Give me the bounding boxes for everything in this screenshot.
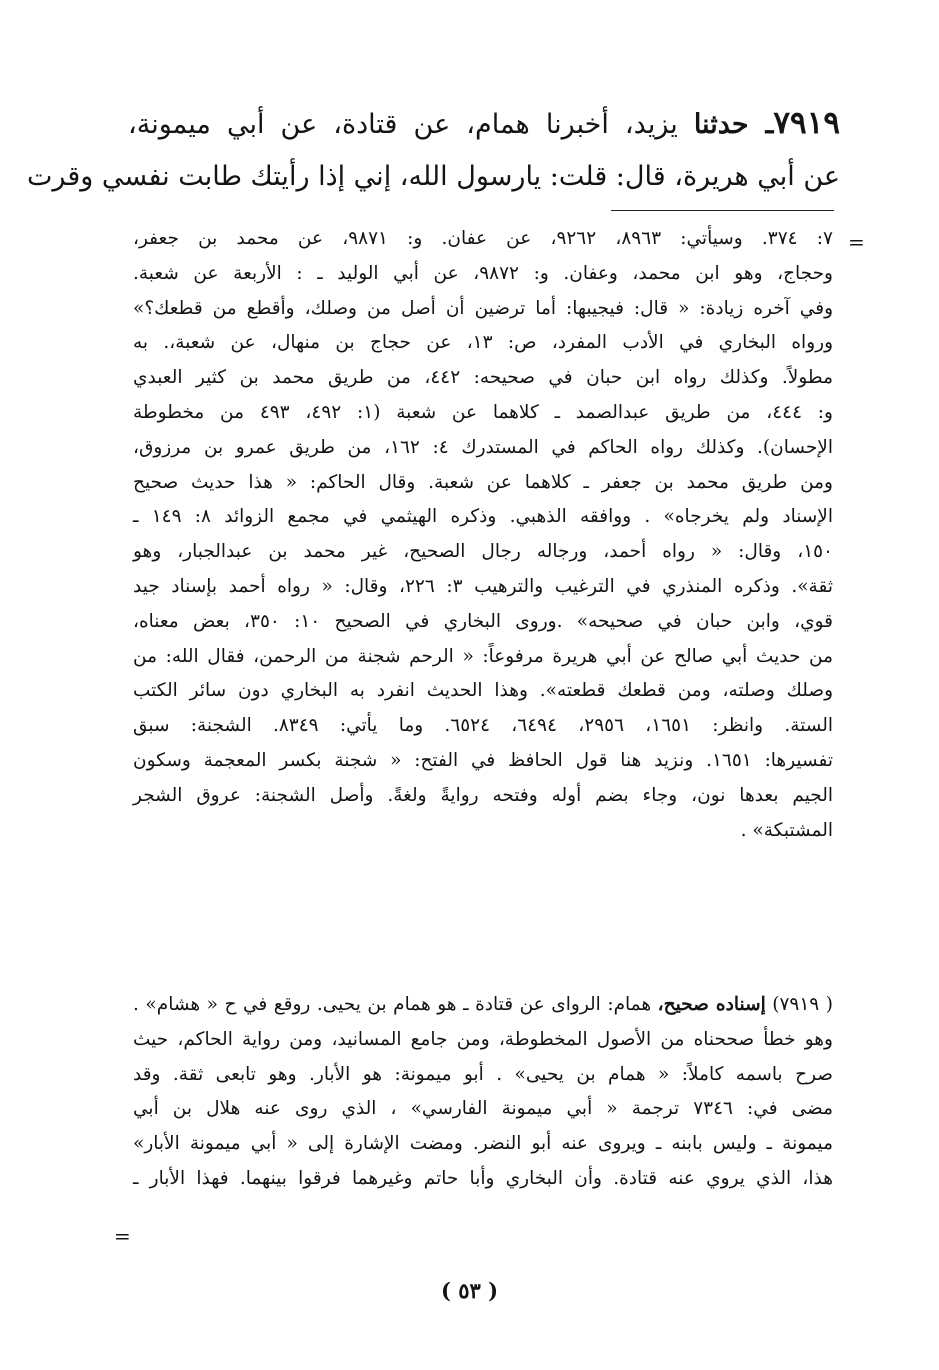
footnote-line: ثقة». وذكره المنذري في الترغيب والترهيب ٣: ٢٢٦، وقال: « رواه أحمد بإسناد جيد [133,575,833,597]
footnote-current-line-1-text: همام: الرواى عن قتادة ـ هو همام بن يحيى. روقع في ح « هشام» . [133,994,658,1015]
footnote-line: وحجاج، وهو ابن محمد، وعفان. و: ٩٨٧٢، عن أبي الوليد ـ : الأربعة عن شعبة. [133,262,833,284]
footnote-current [133,988,833,1197]
hadith-line-1 [128,96,840,150]
footnote-line: مطولاً. وكذلك رواه ابن حبان في صحيحه: ٤٤٢، من طريق محمد بن كثير العبدي [133,367,833,389]
footnote-line: وصلك وصلته، ومن قطعك قطعته». وهذا الحديث انفرد به البخاري دون سائر الكتب [133,680,833,702]
hadith-line-1-text: يزيد، أخبرنا همام، عن قتادة، عن أبي ميمونة، [128,109,694,140]
footnote-line: هذا، الذي يروي عنه قتادة. وأن البخاري وأبا حاتم وغيرهما فرقوا بينهما. فهذا الأبار ـ [133,1167,833,1189]
hadith-line-2: عن أبي هريرة، قال: قلت: يارسول الله، إني إذا رأيتك طابت نفسي وقرت [27,161,840,192]
hadith-text [27,96,840,204]
footnote-line: ميمونة ـ وليس بابنه ـ ويروى عنه أبو النضر. ومضت الإشارة إلى « أبي ميمونة الأبار» [133,1133,833,1155]
isnad-label: إسناده صحيح، [657,994,766,1015]
continuation-marker-top: = [848,230,865,254]
page-number: ( ٥٣ ) [440,1278,499,1303]
footnote-line: تفسيرها: ١٦٥١. ونزيد هنا قول الحافظ في الفتح: « شجنة بكسر المعجمة وسكون [133,749,833,771]
footnote-line: الإحسان). وكذلك رواه الحاكم في المستدرك ٤: ١٦٢، من طريق عمرو بن مرزوق، [133,436,833,458]
footnote-line: مضى في: ٧٣٤٦ ترجمة « أبي ميمونة الفارسي» ، الذي روى عنه هلال بن أبي [133,1098,833,1120]
footnote-line: ورواه البخاري في الأدب المفرد، ص: ١٣، عن حجاج بن منهال، عن شعبة،. به [133,332,833,354]
footnote-current-line-1 [133,988,833,1023]
footnote-line: ١٥٠، وقال: « رواه أحمد، ورجاله رجال الصحيح، غير محمد بن عبدالجبار، وهو [133,541,833,563]
footnote-line: و: ٤٤٤، من طريق عبدالصمد ـ كلاهما عن شعبة (١: ٤٩٢، ٤٩٣ من مخطوطة [133,401,833,423]
footnote-line: الإسناد ولم يخرجاه» . ووافقه الذهبي. وذكره الهيثمي في مجمع الزوائد ٨: ١٤٩ ـ [133,506,833,528]
footnote-line: الجيم بعدها نون، وجاء بضم أوله وفتحه روايةً ولغةً. وأصل الشجنة: عروق الشجر [133,784,833,806]
footnote-line: ومن طريق محمد بن جعفر ـ كلاهما عن شعبة. وقال الحاكم: « هذا حديث صحيح [133,471,833,493]
hadith-number: ٧٩١٩ [773,105,840,141]
footnote-line: وفي آخره زيادة: « قال: فيجيبها: أما ترضين أن أصل من وصلك، وأقطع من قطعك؟» [133,297,833,319]
continuation-marker-bottom: = [114,1224,131,1248]
footnote-previous [133,222,833,848]
footnote-line: الستة. وانظر: ١٦٥١، ٢٩٥٦، ٦٤٩٤، ٦٥٢٤. وما يأتي: ٨٣٤٩. الشجنة: سبق [133,715,834,737]
footnote-line: وهو خطأ صححناه من الأصول المخطوطة، ومن جامع المسانيد، ومن رواية الحاكم، حيث [133,1028,833,1050]
hadith-opener: ـ حدثنا [693,109,774,140]
footnote-ref: ( ٧٩١٩) [765,994,833,1015]
footnote-line: من حديث أبي صالح عن أبي هريرة مرفوعاً: « الرحم شجنة من الرحمن، فقال الله: من [133,645,833,667]
footnote-line: ٧: ٣٧٤. وسيأتي: ٨٩٦٣، ٩٢٦٢، عن عفان. و: ٩٨٧١، عن محمد بن جعفر، [133,228,833,249]
footnote-divider [611,210,834,211]
footnote-line: قوي، وابن حبان في صحيحه» .وروى البخاري في الصحيح ١٠: ٣٥٠، بعض معناه، [133,610,833,632]
footnote-line: صرح باسمه كاملاً: « همام بن يحيى» . أبو ميمونة: هو الأبار. وهو تابعى ثقة. وقد [133,1063,833,1085]
footnote-line-last: المشتبكة» . [740,819,833,841]
